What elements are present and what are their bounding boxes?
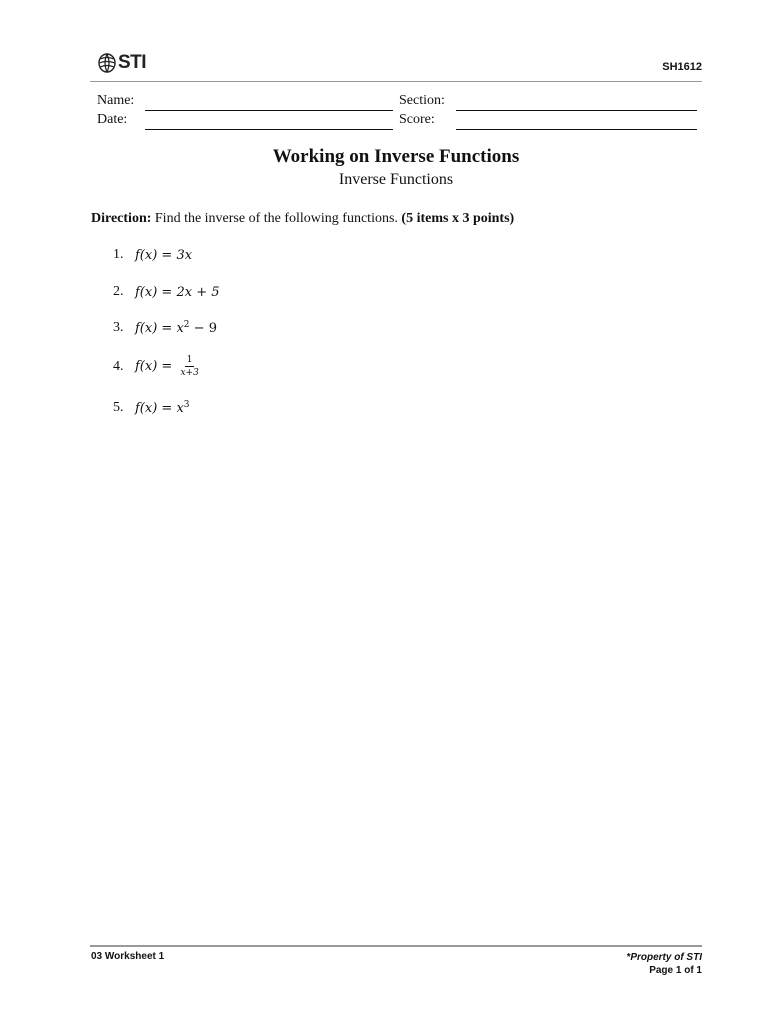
direction-text <box>91 211 514 227</box>
name-label: Name: <box>97 93 135 108</box>
direction-points: (5 items x 3 points) <box>401 211 515 226</box>
item-equation: $f(x) = x^2 - 9$ <box>135 320 217 336</box>
document-code: SH1612 <box>662 61 702 73</box>
date-label: Date: <box>97 112 128 127</box>
logo-text: STI <box>118 52 147 73</box>
globe-logo-icon <box>97 52 117 74</box>
item-equation: f(x) = 3x <box>135 247 193 263</box>
list-item <box>113 247 192 263</box>
list-item <box>113 284 219 300</box>
item-number: 2. <box>113 284 124 299</box>
list-item <box>113 400 190 416</box>
worksheet-subtitle: Inverse Functions <box>338 171 454 188</box>
item-number: 3. <box>113 320 124 335</box>
item-number: 1. <box>113 247 124 262</box>
direction-instruction: Find the inverse of the following functions. <box>151 211 402 226</box>
name-field[interactable] <box>145 110 393 111</box>
item-equation: $f(x) = x^3$ <box>135 400 190 416</box>
footer-property: *Property of STI <box>626 952 702 963</box>
footer-worksheet-label: 03 Worksheet 1 <box>91 951 165 962</box>
item-equation: f(x) = 2x + 5 <box>135 284 220 300</box>
header-divider <box>90 81 702 82</box>
footer-divider <box>90 945 702 947</box>
worksheet-title: Working on Inverse Functions <box>272 146 520 167</box>
score-label: Score: <box>399 112 435 127</box>
section-label: Section: <box>399 93 445 108</box>
item-equation: f(x) = $\frac{1}{x+3}$ <box>135 355 199 378</box>
score-field[interactable] <box>456 129 697 130</box>
section-field[interactable] <box>456 110 697 111</box>
direction-label: Direction: <box>91 211 152 226</box>
sti-logo <box>97 50 146 76</box>
list-item <box>113 355 199 378</box>
date-field[interactable] <box>145 129 393 130</box>
fraction: $\frac{1}{x+3}$ <box>180 355 199 378</box>
footer-info <box>626 951 702 977</box>
item-number: 4. <box>113 358 124 374</box>
list-item <box>113 320 217 336</box>
item-number: 5. <box>113 400 124 415</box>
footer-page-number: Page 1 of 1 <box>649 965 702 976</box>
